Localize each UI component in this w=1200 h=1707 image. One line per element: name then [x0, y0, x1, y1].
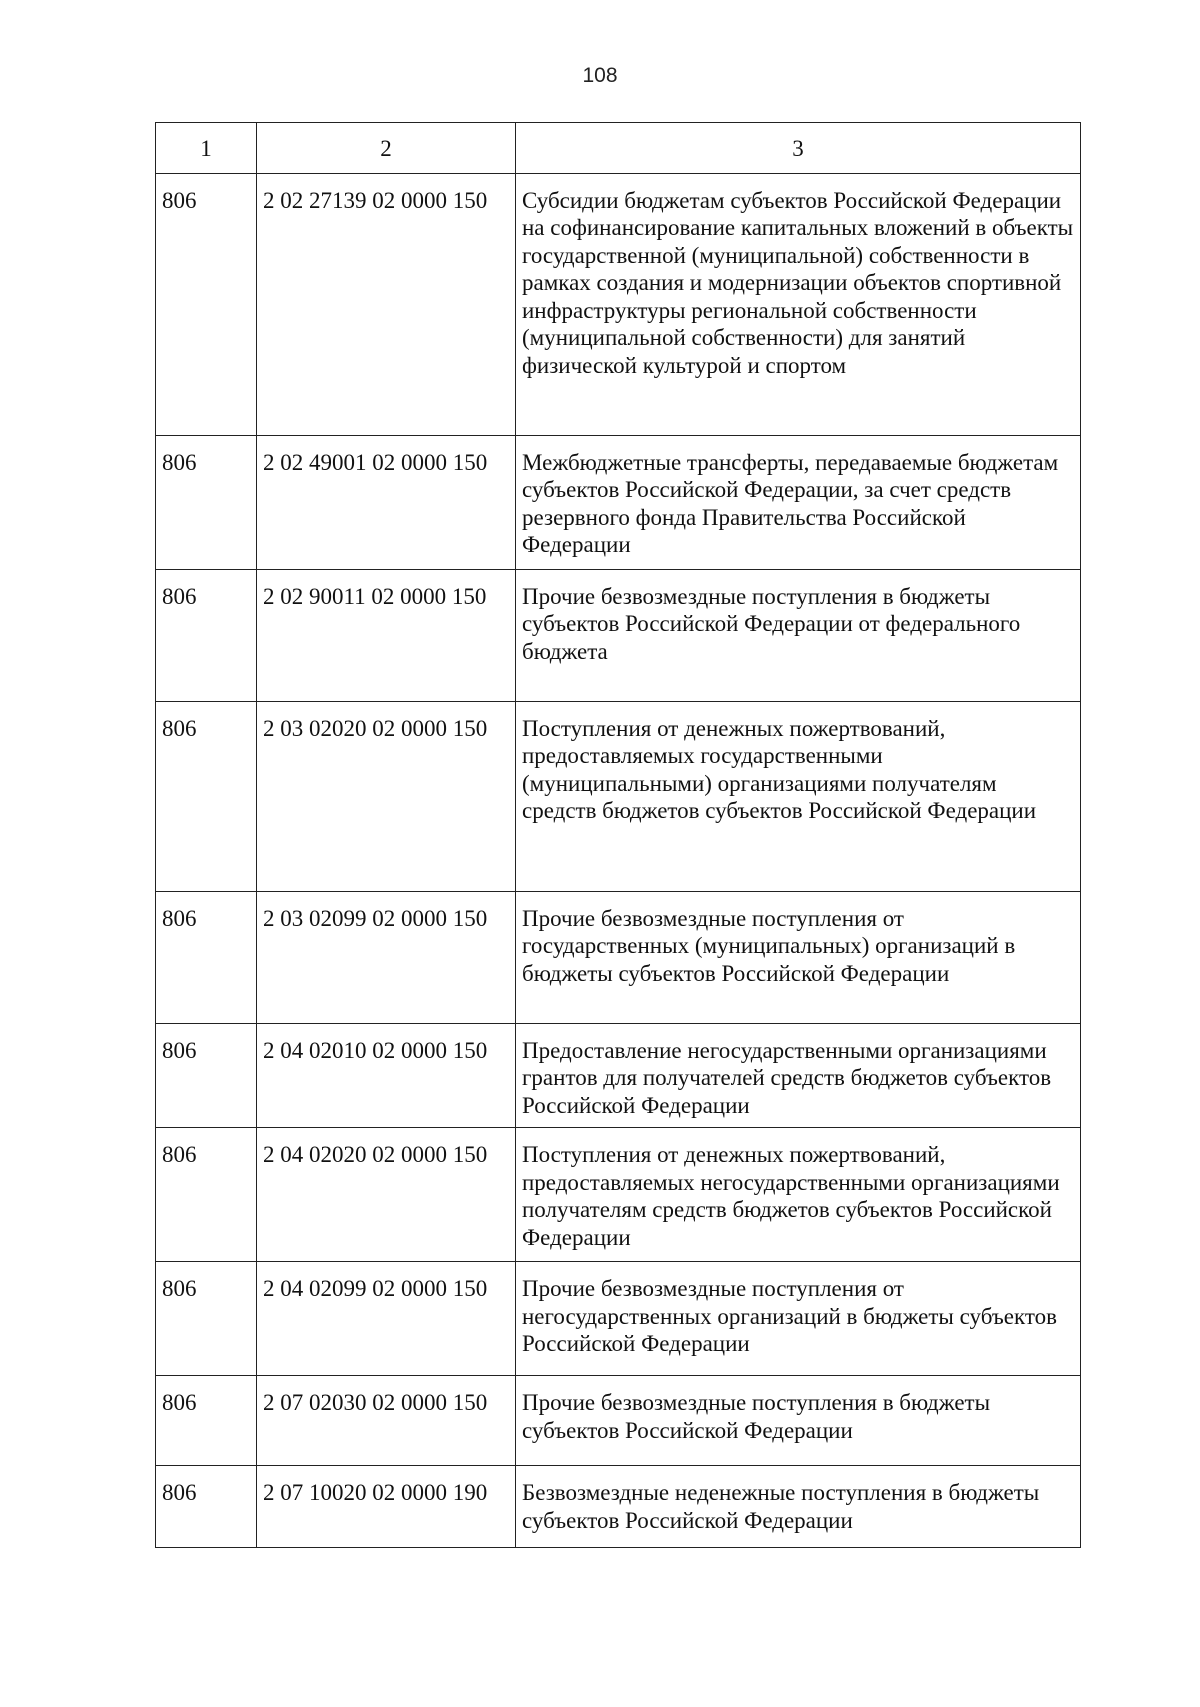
budget-code-cell: 2 07 02030 02 0000 150 — [257, 1376, 516, 1466]
table-row — [156, 701, 1081, 891]
table-row — [156, 1023, 1081, 1128]
description-cell: Субсидии бюджетам субъектов Российской Федерации на софинансирование капитальных вложений в объекты государственной (муниципальной) собственности в рамках создания и модернизации объектов спортивной инфраструктуры региональной собственности (муниципальной собственности) для занятий физической культурой и спортом — [516, 173, 1081, 435]
header-row — [156, 123, 1081, 174]
budget-code-cell: 2 03 02099 02 0000 150 — [257, 891, 516, 1023]
admin-code-cell: 806 — [156, 1023, 257, 1128]
admin-code-cell: 806 — [156, 1376, 257, 1466]
budget-code-cell: 2 02 27139 02 0000 150 — [257, 173, 516, 435]
budget-code-cell: 2 03 02020 02 0000 150 — [257, 701, 516, 891]
description-cell: Прочие безвозмездные поступления от государственных (муниципальных) организаций в бюджеты субъектов Российской Федерации — [516, 891, 1081, 1023]
admin-code-cell: 806 — [156, 569, 257, 701]
budget-code-cell: 2 04 02020 02 0000 150 — [257, 1128, 516, 1262]
description-cell: Безвозмездные неденежные поступления в бюджеты субъектов Российской Федерации — [516, 1466, 1081, 1548]
budget-code-cell: 2 07 10020 02 0000 190 — [257, 1466, 516, 1548]
budget-code-cell: 2 02 49001 02 0000 150 — [257, 435, 516, 569]
admin-code-cell: 806 — [156, 435, 257, 569]
description-cell: Предоставление негосударственными организациями грантов для получателей средств бюджетов субъектов Российской Федерации — [516, 1023, 1081, 1128]
table-row — [156, 569, 1081, 701]
budget-code-cell: 2 04 02010 02 0000 150 — [257, 1023, 516, 1128]
table-row — [156, 1376, 1081, 1466]
admin-code-cell: 806 — [156, 173, 257, 435]
column-header-1: 1 — [156, 123, 257, 174]
table-row — [156, 435, 1081, 569]
table-row — [156, 1466, 1081, 1548]
admin-code-cell: 806 — [156, 1466, 257, 1548]
table-row — [156, 173, 1081, 435]
description-cell: Прочие безвозмездные поступления в бюджеты субъектов Российской Федерации от федерального бюджета — [516, 569, 1081, 701]
admin-code-cell: 806 — [156, 701, 257, 891]
column-header-2: 2 — [257, 123, 516, 174]
table-row — [156, 891, 1081, 1023]
budget-code-cell: 2 04 02099 02 0000 150 — [257, 1262, 516, 1376]
description-cell: Прочие безвозмездные поступления в бюджеты субъектов Российской Федерации — [516, 1376, 1081, 1466]
table-row — [156, 1262, 1081, 1376]
description-cell: Прочие безвозмездные поступления от негосударственных организаций в бюджеты субъектов Российской Федерации — [516, 1262, 1081, 1376]
admin-code-cell: 806 — [156, 1128, 257, 1262]
description-cell: Поступления от денежных пожертвований, предоставляемых государственными (муниципальными) организациями получателям средств бюджетов субъектов Российской Федерации — [516, 701, 1081, 891]
admin-code-cell: 806 — [156, 891, 257, 1023]
description-cell: Поступления от денежных пожертвований, предоставляемых негосударственными организациями получателям средств бюджетов субъектов Российской Федерации — [516, 1128, 1081, 1262]
admin-code-cell: 806 — [156, 1262, 257, 1376]
column-header-3: 3 — [516, 123, 1081, 174]
description-cell: Межбюджетные трансферты, передаваемые бюджетам субъектов Российской Федерации, за счет средств резервного фонда Правительства Российской Федерации — [516, 435, 1081, 569]
budget-table — [155, 122, 1081, 1548]
page-number: 108 — [582, 64, 618, 87]
budget-code-cell: 2 02 90011 02 0000 150 — [257, 569, 516, 701]
table-row — [156, 1128, 1081, 1262]
